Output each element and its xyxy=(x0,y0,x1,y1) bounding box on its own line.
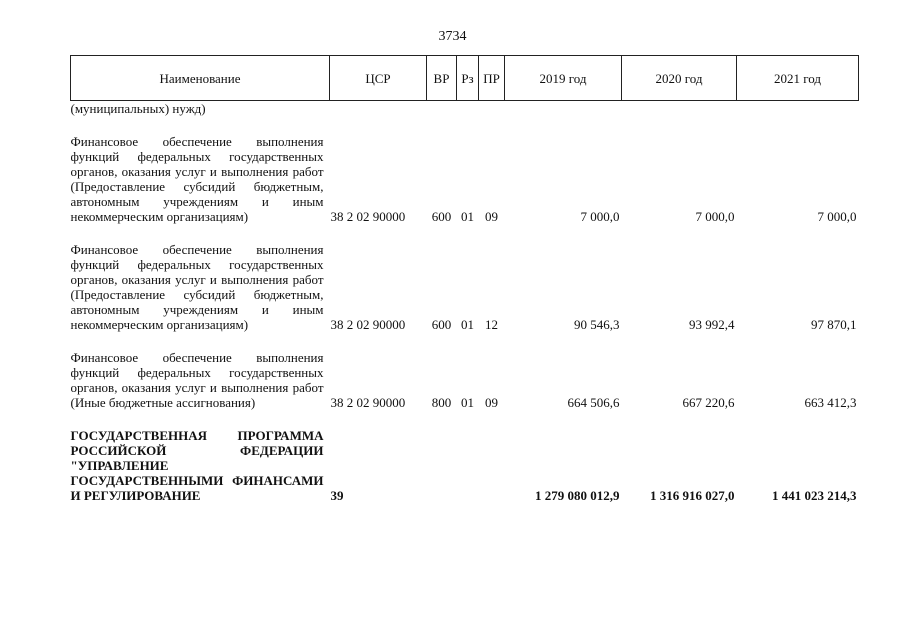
program-2020: 1 316 916 027,0 xyxy=(650,488,735,503)
program-csr: 39 xyxy=(330,488,344,503)
row-pr: 12 xyxy=(485,317,498,332)
row-csr: 38 2 02 90000 xyxy=(330,395,406,410)
page-number: 3734 xyxy=(438,29,467,44)
table-header-row xyxy=(71,56,859,101)
row-vr: 600 xyxy=(431,209,452,224)
row-2020: 667 220,6 xyxy=(682,395,735,410)
row-2020: 93 992,4 xyxy=(689,317,735,332)
row-2021: 97 870,1 xyxy=(811,317,857,332)
program-name: ГОСУДАРСТВЕННАЯ ПРОГРАММА РОССИЙСКОЙ ФЕДЕРАЦИИ "УПРАВЛЕНИЕ ГОСУДАРСТВЕННЫМИ ФИНАНСАМИ И РЕГУЛИРОВАНИЕ xyxy=(70,428,324,503)
row-pr: 09 xyxy=(485,209,498,224)
table-row-program xyxy=(71,428,859,503)
header-vr: ВР xyxy=(427,56,457,101)
table-row xyxy=(71,350,859,410)
row-2019: 7 000,0 xyxy=(580,209,620,224)
program-2019: 1 279 080 012,9 xyxy=(535,488,620,503)
table-row-continuation xyxy=(71,101,859,117)
row-vr: 800 xyxy=(431,395,452,410)
row-name: Финансовое обеспечение выполнения функций федеральных государственных органов, оказания услуг и выполнения работ (Предоставление субсидий бюджетным, автономным учреждениям и иным некоммерческим организациям) xyxy=(70,134,324,224)
row-name: Финансовое обеспечение выполнения функций федеральных государственных органов, оказания услуг и выполнения работ (Предоставление субсидий бюджетным, автономным учреждениям и иным некоммерческим организациям) xyxy=(70,242,324,332)
header-csr: ЦСР xyxy=(330,56,427,101)
row-csr: 38 2 02 90000 xyxy=(330,209,406,224)
header-name: Наименование xyxy=(71,56,330,101)
row-2021: 7 000,0 xyxy=(817,209,857,224)
table-row xyxy=(71,134,859,224)
header-rz: Рз xyxy=(457,56,479,101)
row-rz: 01 xyxy=(461,209,474,224)
header-pr: ПР xyxy=(479,56,505,101)
row-pr: 09 xyxy=(485,395,498,410)
row-name: Финансовое обеспечение выполнения функций федеральных государственных органов, оказания услуг и выполнения работ (Иные бюджетные ассигнования) xyxy=(70,350,324,410)
continuation-text: (муниципальных) нужд) xyxy=(70,101,206,116)
row-rz: 01 xyxy=(461,395,474,410)
row-2019: 90 546,3 xyxy=(574,317,620,332)
row-2021: 663 412,3 xyxy=(804,395,857,410)
table-row xyxy=(71,242,859,332)
row-2020: 7 000,0 xyxy=(695,209,735,224)
row-2019: 664 506,6 xyxy=(567,395,620,410)
row-csr: 38 2 02 90000 xyxy=(330,317,406,332)
program-vr xyxy=(427,428,457,503)
program-rz xyxy=(457,428,479,503)
program-pr xyxy=(479,428,505,503)
row-rz: 01 xyxy=(461,317,474,332)
header-2019: 2019 год xyxy=(505,56,622,101)
row-vr: 600 xyxy=(431,317,452,332)
header-2020: 2020 год xyxy=(622,56,737,101)
program-2021: 1 441 023 214,3 xyxy=(772,488,857,503)
budget-table xyxy=(70,55,859,503)
header-2021: 2021 год xyxy=(737,56,859,101)
